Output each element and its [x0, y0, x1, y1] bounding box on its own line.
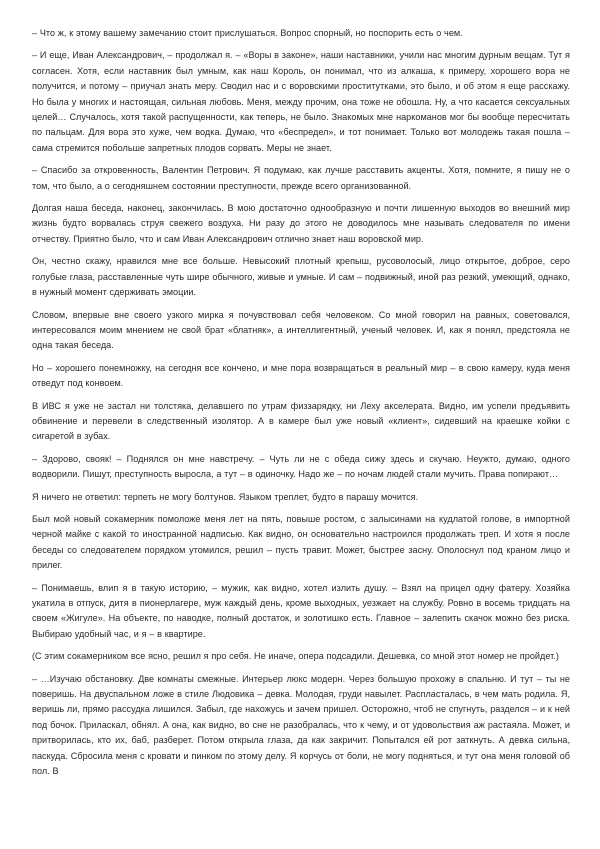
paragraph: Долгая наша беседа, наконец, закончилась. В мою достаточно однообразную и почти лишенную выходов во внешний мир жизнь будто ворвалась струя свежего воздуха. Ни разу до этого не доводилось мне называть следователя по имени отчеству. Приятно было, что и сам Иван Александрович отлично знает наш воровской мир.	[32, 203, 570, 244]
paragraph: (С этим сокамерником все ясно, решил я про себя. Не иначе, опера подсадили. Дешевка, со мной этот номер не пройдет.)	[32, 651, 559, 662]
paragraph: – Понимаешь, влип я в такую историю, – мужик, как видно, хотел излить душу. – Взял на прицел одну фатеру. Хозяйка укатила в отпуск, дитя в пионерлагере, муж каждый день, кроме выходных, уезжает на службу. Ровно в восемь тридцать на своем «Жигуле». На объекте, по наводке, полный достаток, и золотишко есть. Главное – залепить скачок можно без риска. Выбираю удобный час, и я – в квартире.	[32, 582, 570, 639]
paragraph: – И еще, Иван Александрович, – продолжал я. – «Воры в законе», наши наставники, учили нас многим дурным вещам. Тут я согласен. Хотя, если наставник был умным, как наш Король, он понимал, что из алкаша, к примеру, хорошего вора не получится, и потому – приучал знать меру. Сводил нас и с воровскими проститутками, это было, и об этом я еще расскажу. Но была у многих и настоящая, сильная любовь. Меня, между прочим, она тоже не обошла. Ну, а что касается сексуальных целей… Случалось, хотя такой распущенности, как теперь, не было. Знакомых мне наркоманов мог бы вообще пересчитать по пальцам. Для вора это хуже, чем водка. Думаю, что «беспредел», и тот понимает. Только вот молодежь такая пошла – сама стремится побольше запретных плодов сорвать. Меры не знает.	[32, 50, 570, 153]
paragraph: Был мой новый сокамерник помоложе меня лет на пять, повыше ростом, с залысинами на кудлатой голове, в импортной черной майке с какой то иностранной надписью. Как видно, он основательно настроился продолжать треп. И хотя я после беседы со следователем порядком утомился, решил – пусть травит. Может, быстрее засну. Ополоснул под краном лицо и прилег.	[32, 513, 570, 571]
paragraph: Он, честно скажу, нравился мне все больше. Невысокий плотный крепыш, русоволосый, лицо открытое, доброе, серо голубые глаза, расставленные чуть шире обычного, живые и умные. И сам – подвижный, иной раз резкий, умеющий, однако, в нужный момент сдерживать эмоции.	[32, 256, 570, 298]
paragraph: – Что ж, к этому вашему замечанию стоит прислушаться. Вопрос спорный, но поспорить есть о чем.	[32, 28, 463, 38]
paragraph: Я ничего не ответил: терпеть не могу болтунов. Языком треплет, будто в парашу мочится.	[32, 491, 419, 502]
paragraph: Словом, впервые вне своего узкого мирка я почувствовал себя человеком. Со мной говорил на равных, советовался, интересовался моим мнением не свой брат «блатняк», а интеллигентный, ученый человек. И, как я понял, предстояла не одна такая беседа.	[32, 309, 570, 351]
paragraph: В ИВС я уже не застал ни толстяка, делавшего по утрам физзарядку, ни Леху акселерата. Видно, им успели предъявить обвинение и перевели в следственный изолятор. А в камере был уже новый «клиент», сидевший на краешке койки с сигаретой в зубах.	[32, 400, 570, 442]
paragraph: – Здорово, свояк! – Поднялся он мне навстречу. – Чуть ли не с обеда сижу здесь и скучаю. Неужто, думаю, одного водворили. Пишут, преступность выросла, а тут – в одиночку. Надо же – по ночам людей стали мучить. Права попирают…	[32, 453, 570, 480]
paragraph: Но – хорошего понемножку, на сегодня все кончено, и мне пора возвращаться в реальный мир – в свою камеру, куда меня отведут под конвоем.	[32, 362, 570, 389]
paragraph: – Спасибо за откровенность, Валентин Петрович. Я подумаю, как лучше расставить акценты. Хотя, помните, я пишу не о том, что было, а о сегодняшнем состоянии преступности, прежде всего организованной.	[32, 165, 570, 191]
paragraph: – …Изучаю обстановку. Две комнаты смежные. Интерьер люкс модерн. Через большую прохожу в спальню. И тут – ты не поверишь. На двуспальном ложе в стиле Людовика – девка. Молодая, груди навылет. Распласталась, в чем мать родила. Я, веришь ли, прямо рассудка лишился. Забыл, где нахожусь и зачем пришел. Осторожно, чтоб не спугнуть, разделся – и к ней под бочок. Приласкал, обнял. А она, как видно, во сне не разобралась, что к чему, и от удовольствия аж растаяла. Может, и притворилась, кто их, баб, разберет. Потом открыла глаза, да как закричит. Попытался ей рот заткнуть. А девка сильна, паскуда. Сбросила меня с кровати и пинком по этому делу. Я корчусь от боли, не могу подняться, и тут она меня головой об пол. В	[32, 673, 570, 777]
